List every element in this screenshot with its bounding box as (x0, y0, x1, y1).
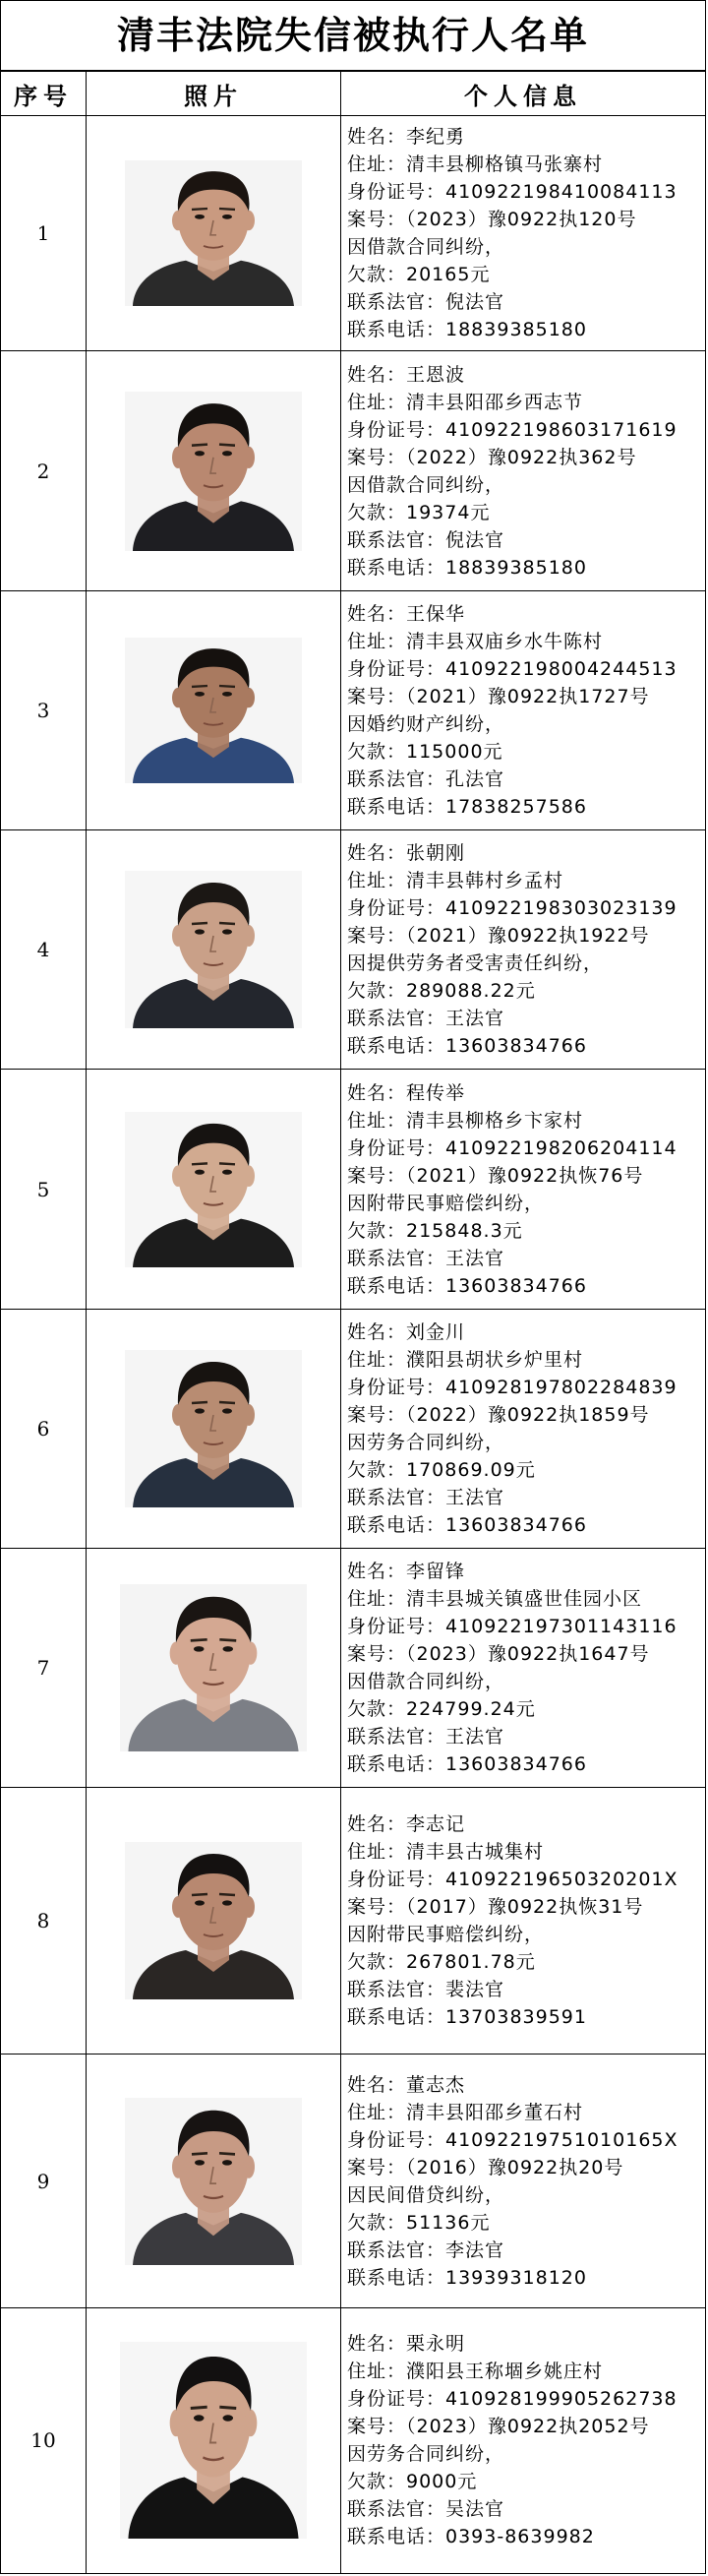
info-name: 姓名：王保华 (347, 603, 466, 625)
info-debt-amount: 欠款：51136元 (347, 2211, 491, 2234)
info-phone: 联系电话：13939318120 (347, 2266, 587, 2289)
table-row (1, 830, 705, 1070)
personal-info (341, 591, 706, 830)
photo-cell (87, 2308, 341, 2573)
table-body (1, 116, 705, 2573)
header-photo: 照片 (87, 72, 341, 116)
photo-cell (87, 351, 341, 591)
info-judge: 联系法官：王法官 (347, 1726, 505, 1748)
portrait-photo (120, 2342, 307, 2539)
info-case-number: 案号：（2023）豫0922执120号 (347, 209, 637, 230)
row-number: 10 (1, 2308, 87, 2573)
info-judge: 联系法官：王法官 (347, 1008, 505, 1029)
row-number: 6 (1, 1310, 87, 1549)
photo-cell (87, 591, 341, 830)
info-address: 住址：清丰县双庙乡水牛陈村 (347, 631, 604, 652)
info-cause: 因附带民事赔偿纠纷， (347, 1192, 545, 1214)
page-title: 清丰法院失信被执行人名单 (1, 1, 705, 71)
info-cause: 因附带民事赔偿纠纷， (347, 1924, 545, 1945)
info-name: 姓名：程传举 (347, 1081, 466, 1104)
table-row (1, 1310, 705, 1549)
info-name: 姓名：栗永明 (347, 2333, 466, 2356)
personal-info (341, 351, 706, 591)
info-cause: 因借款合同纠纷， (347, 1671, 505, 1692)
row-number: 3 (1, 591, 87, 830)
info-debt-amount: 欠款：170869.09元 (347, 1459, 536, 1481)
info-judge: 联系法官：孔法官 (347, 768, 505, 790)
photo-cell (87, 1310, 341, 1549)
personal-info (341, 1310, 706, 1549)
photo-cell (87, 1788, 341, 2055)
info-address: 住址：清丰县柳格镇马张寨村 (347, 153, 604, 175)
photo-cell (87, 1070, 341, 1310)
table-row (1, 591, 705, 830)
info-phone: 联系电话：13603834766 (347, 1035, 587, 1057)
info-id-number: 身份证号：410922198410084113 (347, 181, 678, 203)
info-id-number: 身份证号：41092219751010165X (347, 2128, 678, 2151)
info-debt-amount: 欠款：19374元 (347, 501, 491, 523)
info-case-number: 案号：（2021）豫0922执1727号 (347, 686, 650, 707)
info-address: 住址：清丰县阳邵乡董石村 (347, 2101, 584, 2123)
row-number: 5 (1, 1070, 87, 1310)
info-id-number: 身份证号：410922198303023139 (347, 897, 678, 919)
info-phone: 联系电话：13703839591 (347, 2006, 587, 2028)
info-address: 住址：清丰县韩村乡孟村 (347, 870, 564, 891)
info-case-number: 案号：（2021）豫0922执恢76号 (347, 1164, 644, 1187)
info-case-number: 案号：（2023）豫0922执1647号 (347, 1643, 650, 1665)
header-no: 序号 (1, 72, 87, 116)
info-phone: 联系电话：17838257586 (347, 796, 587, 818)
info-name: 姓名：李留锋 (347, 1561, 466, 1582)
personal-info (341, 2308, 706, 2573)
info-judge: 联系法官：倪法官 (347, 291, 505, 313)
info-phone: 联系电话：13603834766 (347, 1753, 587, 1775)
info-case-number: 案号：（2023）豫0922执2052号 (347, 2416, 650, 2438)
info-name: 姓名：李纪勇 (347, 126, 466, 148)
info-judge: 联系法官：吴法官 (347, 2498, 505, 2521)
info-id-number: 身份证号：410922198603171619 (347, 418, 678, 441)
info-debt-amount: 欠款：9000元 (347, 2471, 478, 2493)
info-judge: 联系法官：王法官 (347, 1487, 505, 1508)
info-address: 住址：濮阳县胡状乡炉里村 (347, 1349, 584, 1371)
row-number: 8 (1, 1788, 87, 2055)
info-id-number: 身份证号：410922197301143116 (347, 1616, 678, 1637)
info-cause: 因劳务合同纠纷， (347, 2443, 505, 2466)
table-row (1, 2308, 705, 2573)
info-case-number: 案号：（2022）豫0922执362号 (347, 446, 637, 468)
info-name: 姓名：李志记 (347, 1813, 466, 1835)
info-debt-amount: 欠款：289088.22元 (347, 980, 536, 1002)
table-row (1, 351, 705, 591)
info-cause: 因劳务合同纠纷， (347, 1432, 505, 1453)
photo-cell (87, 116, 341, 351)
info-id-number: 身份证号：41092219650320201X (347, 1869, 678, 1890)
portrait-photo (125, 1112, 302, 1267)
row-number: 9 (1, 2055, 87, 2308)
row-number: 7 (1, 1549, 87, 1788)
info-name: 姓名：张朝刚 (347, 842, 466, 864)
personal-info (341, 1070, 706, 1310)
portrait-photo (125, 160, 302, 306)
info-phone: 联系电话：13603834766 (347, 1514, 587, 1536)
info-address: 住址：清丰县阳邵乡西志节 (347, 391, 584, 413)
info-phone: 联系电话：0393-8639982 (347, 2526, 595, 2548)
info-judge: 联系法官：李法官 (347, 2239, 505, 2261)
personal-info (341, 2055, 706, 2308)
row-number: 2 (1, 351, 87, 591)
personal-info (341, 1788, 706, 2055)
table-row (1, 1549, 705, 1788)
portrait-photo (125, 638, 302, 783)
info-debt-amount: 欠款：115000元 (347, 741, 503, 763)
info-phone: 联系电话：18839385180 (347, 556, 587, 579)
personal-info (341, 1549, 706, 1788)
info-address: 住址：清丰县古城集村 (347, 1841, 545, 1863)
photo-cell (87, 830, 341, 1070)
portrait-photo (125, 1842, 302, 1999)
portrait-photo (125, 871, 302, 1028)
info-cause: 因提供劳务者受害责任纠纷， (347, 952, 604, 974)
table-row (1, 2055, 705, 2308)
info-name: 姓名：王恩波 (347, 363, 466, 386)
debtor-table (1, 71, 705, 2573)
info-judge: 联系法官：裴法官 (347, 1979, 505, 2000)
header-info: 个人信息 (341, 72, 706, 116)
info-phone: 联系电话：13603834766 (347, 1274, 587, 1297)
info-case-number: 案号：（2017）豫0922执恢31号 (347, 1896, 644, 1918)
info-id-number: 身份证号：410928199905262738 (347, 2388, 678, 2411)
portrait-photo (120, 1584, 307, 1751)
table-row (1, 1788, 705, 2055)
portrait-photo (125, 1350, 302, 1507)
portrait-photo (125, 392, 302, 551)
info-debt-amount: 欠款：20165元 (347, 264, 491, 285)
table-row (1, 116, 705, 351)
info-debt-amount: 欠款：215848.3元 (347, 1219, 523, 1242)
photo-cell (87, 1549, 341, 1788)
row-number: 1 (1, 116, 87, 351)
personal-info (341, 830, 706, 1070)
portrait-photo (125, 2098, 302, 2265)
info-name: 姓名：刘金川 (347, 1321, 466, 1343)
info-case-number: 案号：（2021）豫0922执1922号 (347, 925, 650, 947)
info-id-number: 身份证号：410922198004244513 (347, 658, 678, 680)
info-address: 住址：清丰县城关镇盛世佳园小区 (347, 1588, 643, 1610)
info-judge: 联系法官：倪法官 (347, 528, 505, 551)
info-id-number: 身份证号：410922198206204114 (347, 1136, 678, 1159)
info-phone: 联系电话：18839385180 (347, 319, 587, 340)
info-address: 住址：濮阳县王称堌乡姚庄村 (347, 2361, 604, 2383)
info-cause: 因婚约财产纠纷， (347, 713, 505, 735)
personal-info (341, 116, 706, 351)
info-address: 住址：清丰县柳格乡卞家村 (347, 1109, 584, 1132)
info-cause: 因借款合同纠纷， (347, 473, 505, 496)
info-debt-amount: 欠款：224799.24元 (347, 1698, 536, 1720)
info-name: 姓名：董志杰 (347, 2073, 466, 2096)
info-id-number: 身份证号：410928197802284839 (347, 1377, 678, 1398)
info-cause: 因借款合同纠纷， (347, 236, 505, 258)
row-number: 4 (1, 830, 87, 1070)
photo-cell (87, 2055, 341, 2308)
info-case-number: 案号：（2022）豫0922执1859号 (347, 1404, 650, 1426)
info-judge: 联系法官：王法官 (347, 1247, 505, 1269)
info-cause: 因民间借贷纠纷， (347, 2183, 505, 2206)
table-row (1, 1070, 705, 1310)
info-case-number: 案号：（2016）豫0922执20号 (347, 2156, 624, 2178)
info-debt-amount: 欠款：267801.78元 (347, 1951, 536, 1973)
table-header-row (1, 72, 705, 116)
